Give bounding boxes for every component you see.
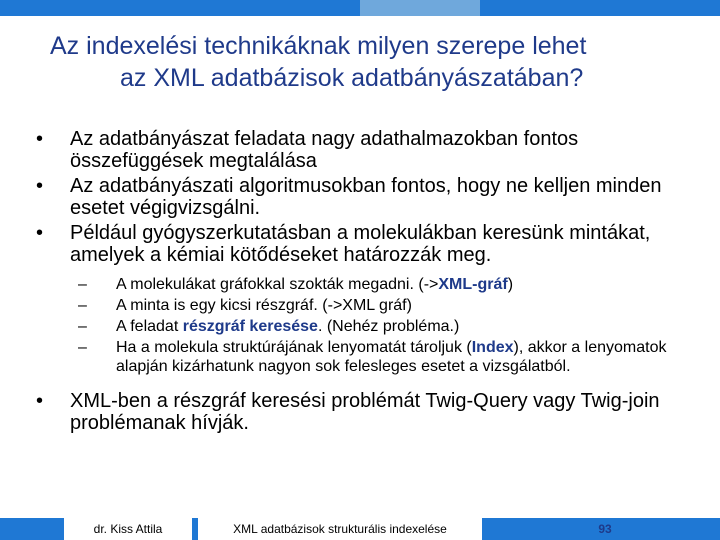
sub-bullet-text-post: . (Nehéz probléma.) — [317, 318, 460, 335]
sub-bullet-highlight: Index — [471, 339, 514, 356]
bullet-marker: • — [36, 175, 44, 197]
bullet-item — [36, 175, 696, 219]
sub-bullet-text — [116, 275, 513, 294]
bullet-text: Az adatbányászat feladata nagy adathalmazokban fontos összefüggések megtalálása — [70, 128, 579, 172]
sub-bullet-marker: – — [78, 297, 87, 314]
slide-title-line-1: Az indexelési technikáknak milyen szerepe lehet — [50, 32, 587, 60]
sub-bullet-text — [116, 317, 459, 336]
top-bar-segment-2 — [360, 0, 480, 16]
sub-bullet-text-pre: A feladat — [116, 318, 183, 335]
footer-page-number: 93 — [598, 522, 612, 536]
sub-bullet-list — [78, 275, 696, 376]
sub-bullet-text — [116, 338, 696, 376]
bullet-marker: • — [36, 128, 44, 150]
top-decorative-bar — [0, 0, 720, 16]
top-bar-segment-3 — [480, 0, 720, 16]
bullet-marker: • — [36, 222, 44, 244]
slide-title-line-2: az XML adatbázisok adatbányászatában? — [120, 64, 584, 92]
sub-bullet-text-pre: Ha a molekula struktúrájának lenyomatát tároljuk ( — [116, 339, 472, 356]
bullet-item — [36, 128, 696, 172]
bullet-text: XML-ben a részgráf keresési problémát Twig-Query vagy Twig-join problémanak hívják. — [70, 390, 660, 434]
sub-bullet-marker: – — [78, 339, 87, 356]
sub-bullet-item — [78, 338, 696, 376]
sub-bullet-item — [78, 275, 696, 294]
bullet-text: Például gyógyszerkutatásban a molekulákban keresünk mintákat, amelyek a kémiai kötődéseket határozzák meg. — [70, 222, 651, 266]
bullet-marker: • — [36, 390, 44, 412]
sub-bullet-marker: – — [78, 276, 87, 293]
sub-bullet-text — [116, 296, 412, 315]
sub-bullet-marker: – — [78, 318, 87, 335]
sub-bullet-text-post: ), akkor a lenyomatok alapján kizárhatunk nagyon sok felesleges esetet a vizsgálatból. — [116, 339, 667, 375]
top-bar-segment-1 — [0, 0, 360, 16]
slide-title — [0, 30, 720, 94]
sub-bullet-item — [78, 296, 696, 315]
bullet-item — [36, 222, 696, 266]
sub-bullet-text-post: ) — [507, 276, 514, 293]
footer-author: dr. Kiss Attila — [64, 518, 192, 540]
sub-bullet-highlight: XML-gráf — [438, 276, 508, 293]
sub-bullet-highlight: részgráf keresése — [182, 318, 318, 335]
slide-footer — [0, 518, 720, 540]
slide-content — [36, 128, 696, 437]
footer-course-title: XML adatbázisok strukturális indexelése — [198, 518, 482, 540]
bullet-item — [36, 390, 696, 434]
sub-bullet-text-pre: A molekulákat gráfokkal szokták megadni. (-> — [116, 276, 439, 293]
sub-bullet-item — [78, 317, 696, 336]
bullet-text: Az adatbányászati algoritmusokban fontos, hogy ne kelljen minden esetet végigvizsgálni. — [70, 175, 662, 219]
sub-bullet-text-pre: A minta is egy kicsi részgráf. (->XML gráf) — [116, 297, 412, 314]
